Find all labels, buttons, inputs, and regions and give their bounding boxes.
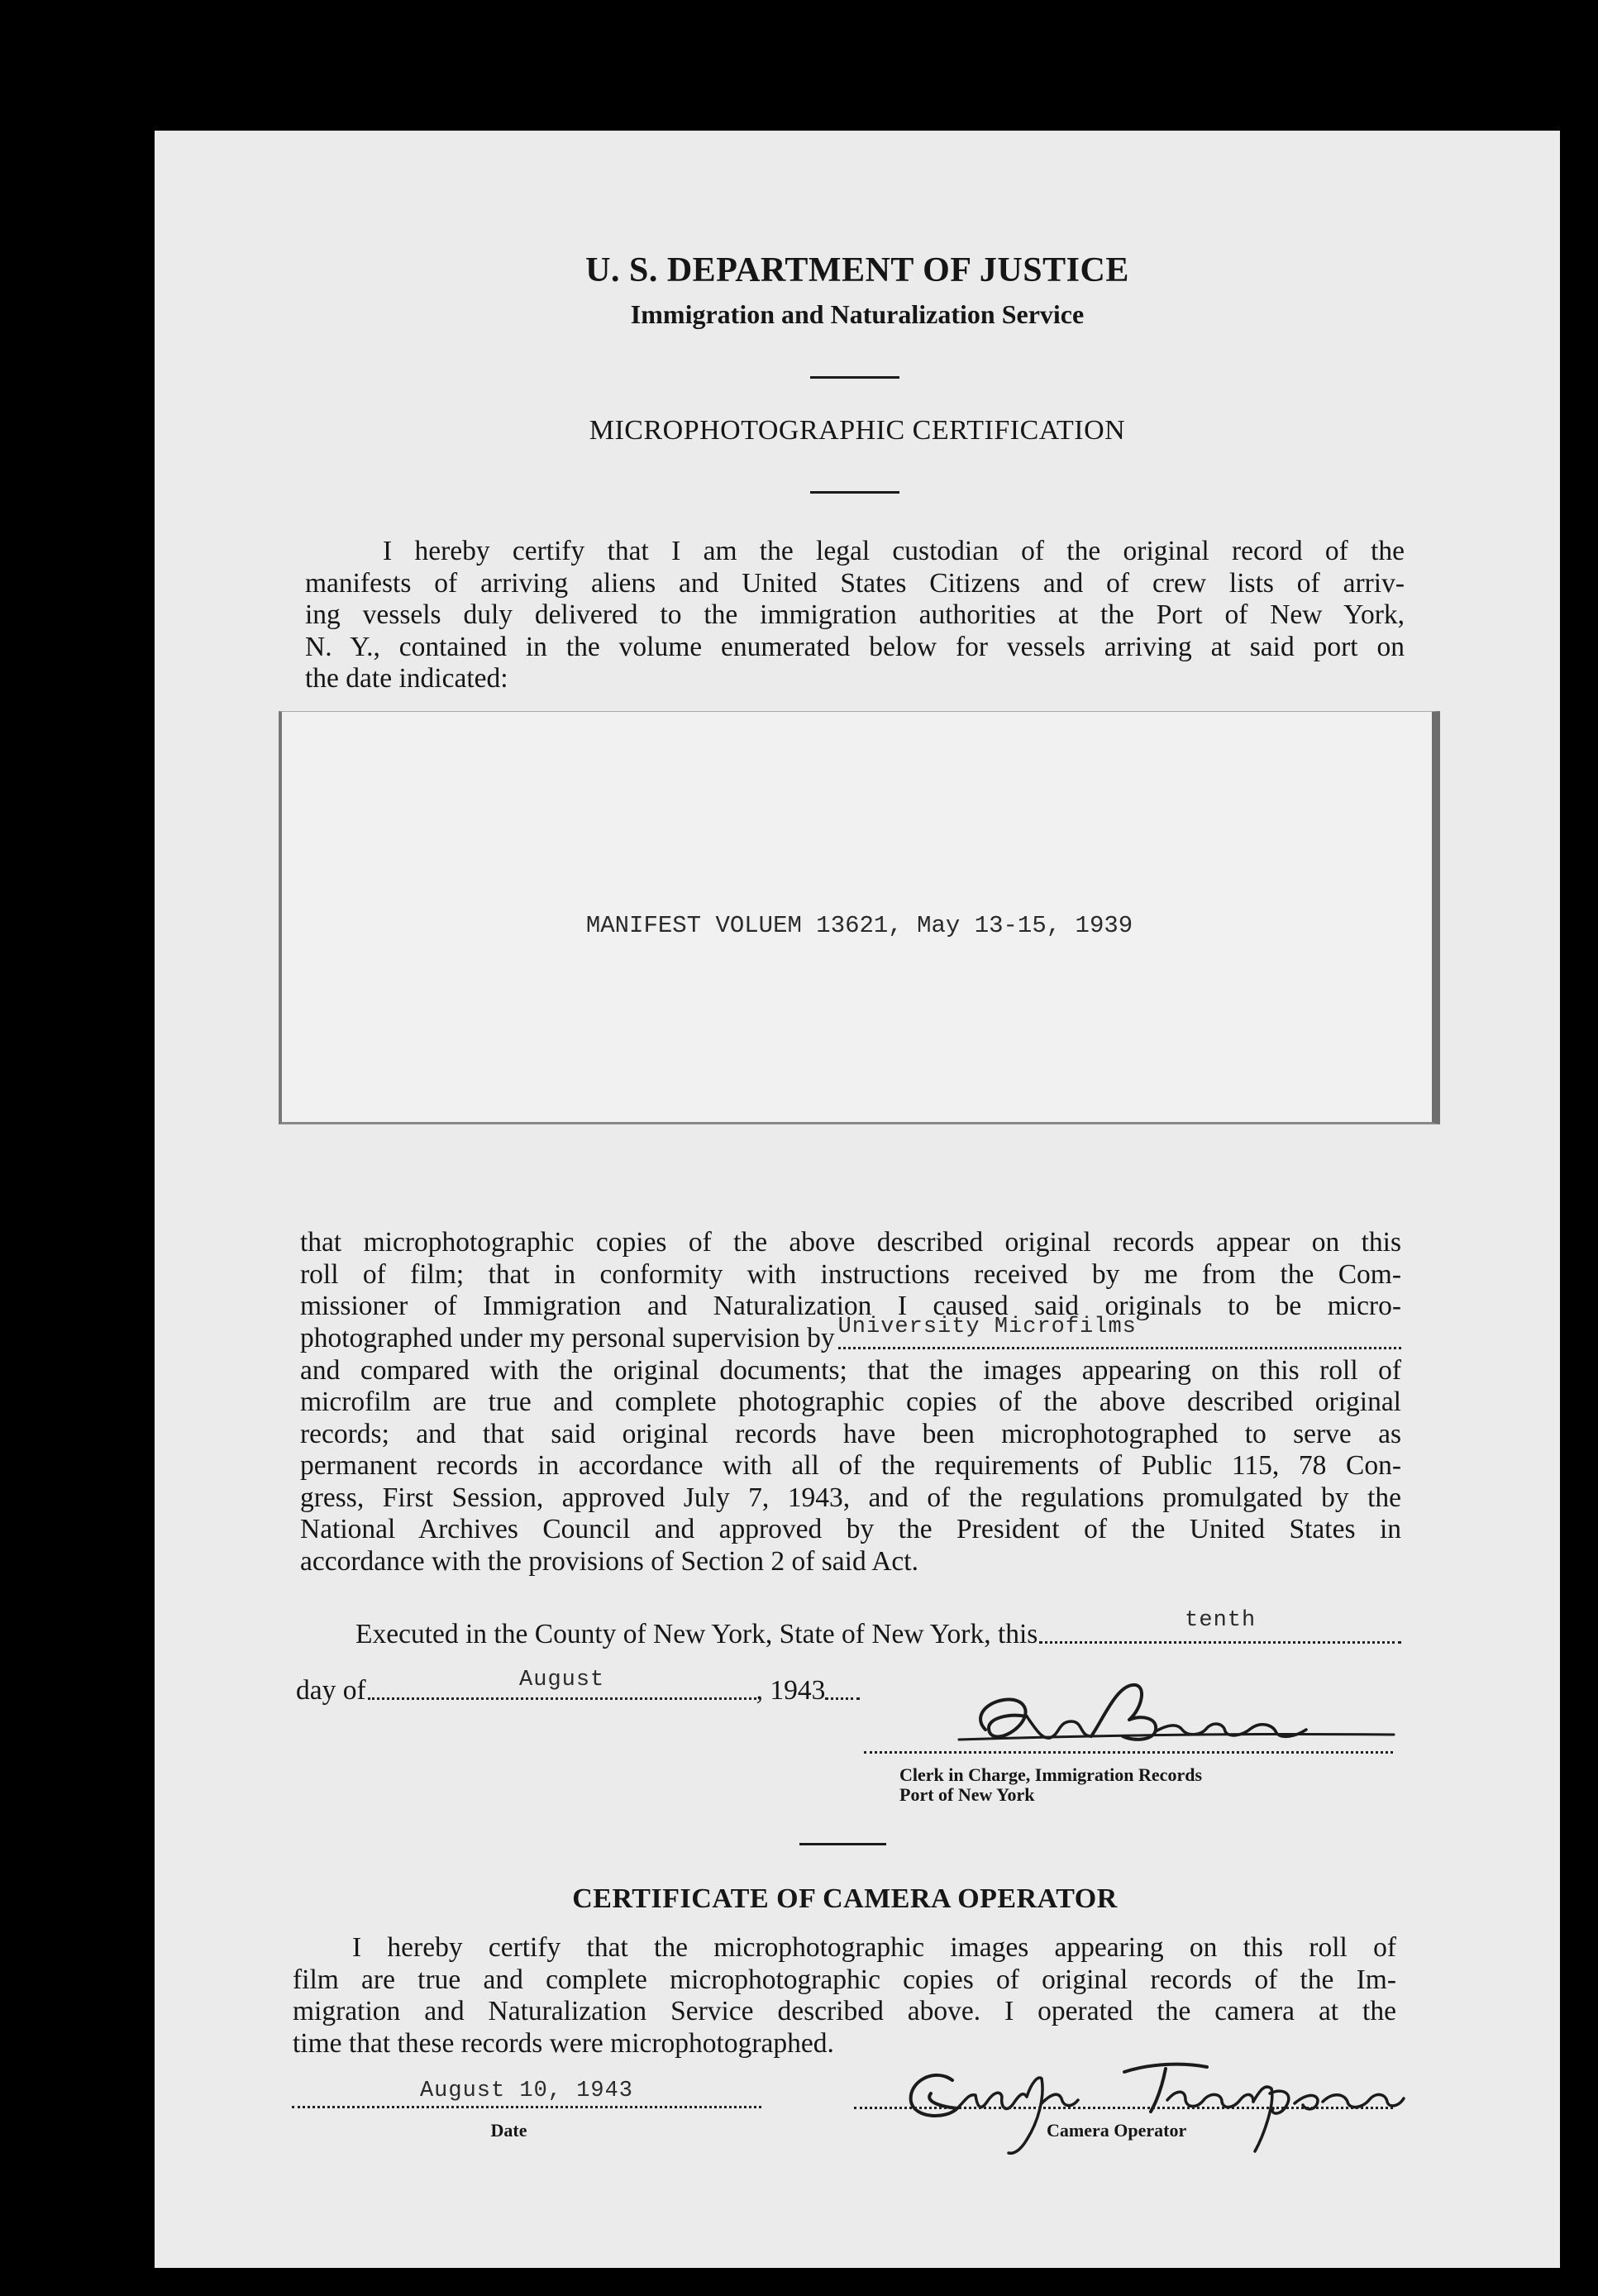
- photographer-field: [837, 1315, 1401, 1349]
- day-field: [1039, 1607, 1401, 1644]
- department-title: U. S. DEPARTMENT OF JUSTICE: [585, 251, 1129, 289]
- month-value: August: [519, 1667, 605, 1692]
- camera-date-label: Date: [490, 2120, 527, 2141]
- paragraph-line: film are true and complete microphotographic copies of original records of the Im-: [293, 1964, 1396, 1995]
- paragraph-line: permanent records in accordance with all of the requirements of Public 115, 78 Con-: [300, 1450, 1401, 1481]
- intro-paragraph: [305, 536, 1405, 695]
- clerk-signature: [934, 1670, 1397, 1761]
- supervision-line: [300, 1315, 1401, 1355]
- camera-certificate-heading: CERTIFICATE OF CAMERA OPERATOR: [572, 1883, 1118, 1914]
- paragraph-line: gress, First Session, approved July 7, 1943, and of the regulations promulgated by the: [300, 1482, 1401, 1513]
- camera-certificate-paragraph: [293, 1932, 1396, 2060]
- clerk-title-line: Clerk in Charge, Immigration Records: [899, 1764, 1203, 1785]
- paragraph-line: I hereby certify that the microphotographic images appearing on this roll of: [352, 1932, 1396, 1963]
- camera-operator-signature: [876, 2042, 1405, 2158]
- supervision-label: photographed under my personal supervision by: [300, 1323, 835, 1353]
- divider-rule: [810, 376, 899, 379]
- paragraph-line: microfilm are true and complete photographic copies of the above described original: [300, 1387, 1401, 1417]
- camera-date-field: [292, 2079, 761, 2108]
- divider-rule: [799, 1843, 886, 1845]
- paragraph-line: migration and Naturalization Service described above. I operated the camera at the: [293, 1996, 1396, 2026]
- clerk-title: [899, 1765, 1202, 1805]
- paragraph-line: records; and that said original records have been microphotographed to serve as: [300, 1418, 1401, 1449]
- photographer-value: University Microfilms: [837, 1315, 1137, 1339]
- certification-title: MICROPHOTOGRAPHIC CERTIFICATION: [589, 415, 1126, 446]
- executed-label: Executed in the County of New York, State of New York, this: [355, 1618, 1038, 1649]
- paragraph-line: time that these records were microphotographed.: [293, 2027, 834, 2059]
- camera-operator-label: Camera Operator: [1047, 2120, 1187, 2141]
- paragraph-line: ing vessels duly delivered to the immigration authorities at the Port of New York,: [305, 599, 1405, 630]
- paragraph-line: missioner of Immigration and Naturalization I caused said originals to be micro-: [300, 1291, 1401, 1321]
- clerk-title-line: Port of New York: [899, 1784, 1035, 1805]
- paragraph-line: accordance with the provisions of Section 2 of said Act.: [300, 1545, 918, 1577]
- date-line: [296, 1667, 860, 1706]
- month-field: [368, 1667, 756, 1700]
- paragraph-line: National Archives Council and approved by the President of the United States in: [300, 1514, 1401, 1544]
- camera-operator-signature-line: [854, 2107, 1393, 2109]
- paragraph-line: N. Y., contained in the volume enumerated below for vessels arriving at said port on: [305, 631, 1405, 662]
- camera-date-line: [292, 2106, 761, 2108]
- year-trailing-dots: [825, 1673, 860, 1700]
- service-subtitle: Immigration and Naturalization Service: [630, 299, 1085, 329]
- paragraph-line: and compared with the original documents; that the images appearing on this roll of: [300, 1354, 1401, 1386]
- body-paragraph: [300, 1227, 1401, 1578]
- executed-line: [355, 1607, 1401, 1650]
- paragraph-line: manifests of arriving aliens and United States Citizens and of crew lists of arriv-: [305, 567, 1405, 599]
- paragraph-line: I hereby certify that I am the legal custodian of the original record of the: [383, 536, 1405, 566]
- year-text: , 1943: [756, 1674, 826, 1706]
- paragraph-line: that microphotographic copies of the above described original records appear on this: [300, 1227, 1401, 1258]
- clerk-signature-line: [864, 1751, 1393, 1754]
- divider-rule: [810, 491, 899, 494]
- camera-date-value: August 10, 1943: [419, 2079, 634, 2103]
- day-of-label: day of: [296, 1674, 366, 1706]
- manifest-volume-text: MANIFEST VOLUEM 13621, May 13-15, 1939: [585, 912, 1133, 939]
- paragraph-line: the date indicated:: [305, 663, 508, 694]
- paragraph-line: roll of film; that in conformity with instructions received by me from the Com-: [300, 1258, 1401, 1290]
- day-value: tenth: [1185, 1607, 1257, 1633]
